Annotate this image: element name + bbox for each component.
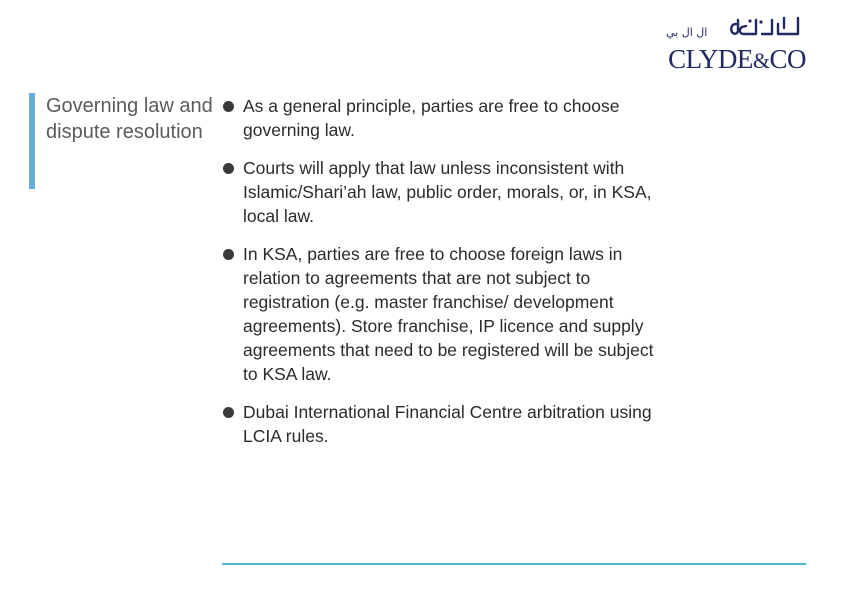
- bullet-dot-icon: [223, 101, 234, 112]
- bullet-text: Courts will apply that law unless inconsistent with Islamic/Shari’ah law, public order, morals, or, in KSA, local law.: [243, 158, 652, 226]
- bullet-dot-icon: [223, 163, 234, 174]
- clyde-and-co-logo: [666, 14, 806, 74]
- section-title: Governing law and dispute resolution: [46, 95, 213, 143]
- logo-wordmark: CLYDE&CO: [668, 44, 806, 74]
- bullet-list: [222, 94, 672, 462]
- section-accent-bar: [29, 93, 35, 189]
- bullet-item: [222, 400, 672, 448]
- bullet-dot-icon: [223, 249, 234, 260]
- bullet-item: [222, 242, 672, 386]
- bullet-item: [222, 94, 672, 142]
- footer-divider: [222, 563, 806, 565]
- svg-text:ﺍﻝ ﺍﻝ ﺑﻲ: ﺍﻝ ﺍﻝ ﺑﻲ: [666, 26, 708, 39]
- bullet-text: As a general principle, parties are free to choose governing law.: [243, 96, 620, 140]
- bullet-text: In KSA, parties are free to choose foreign laws in relation to agreements that are not subject to registration (e.g. master franchise/ development agreements). Store franchise, IP licence and supply agreements that need to be registered will be subject to KSA law.: [243, 244, 654, 384]
- arabic-logotype-icon: [666, 14, 806, 42]
- section-heading-block: [29, 93, 219, 189]
- bullet-text: Dubai International Financial Centre arbitration using LCIA rules.: [243, 402, 652, 446]
- bullet-dot-icon: [223, 407, 234, 418]
- bullet-item: [222, 156, 672, 228]
